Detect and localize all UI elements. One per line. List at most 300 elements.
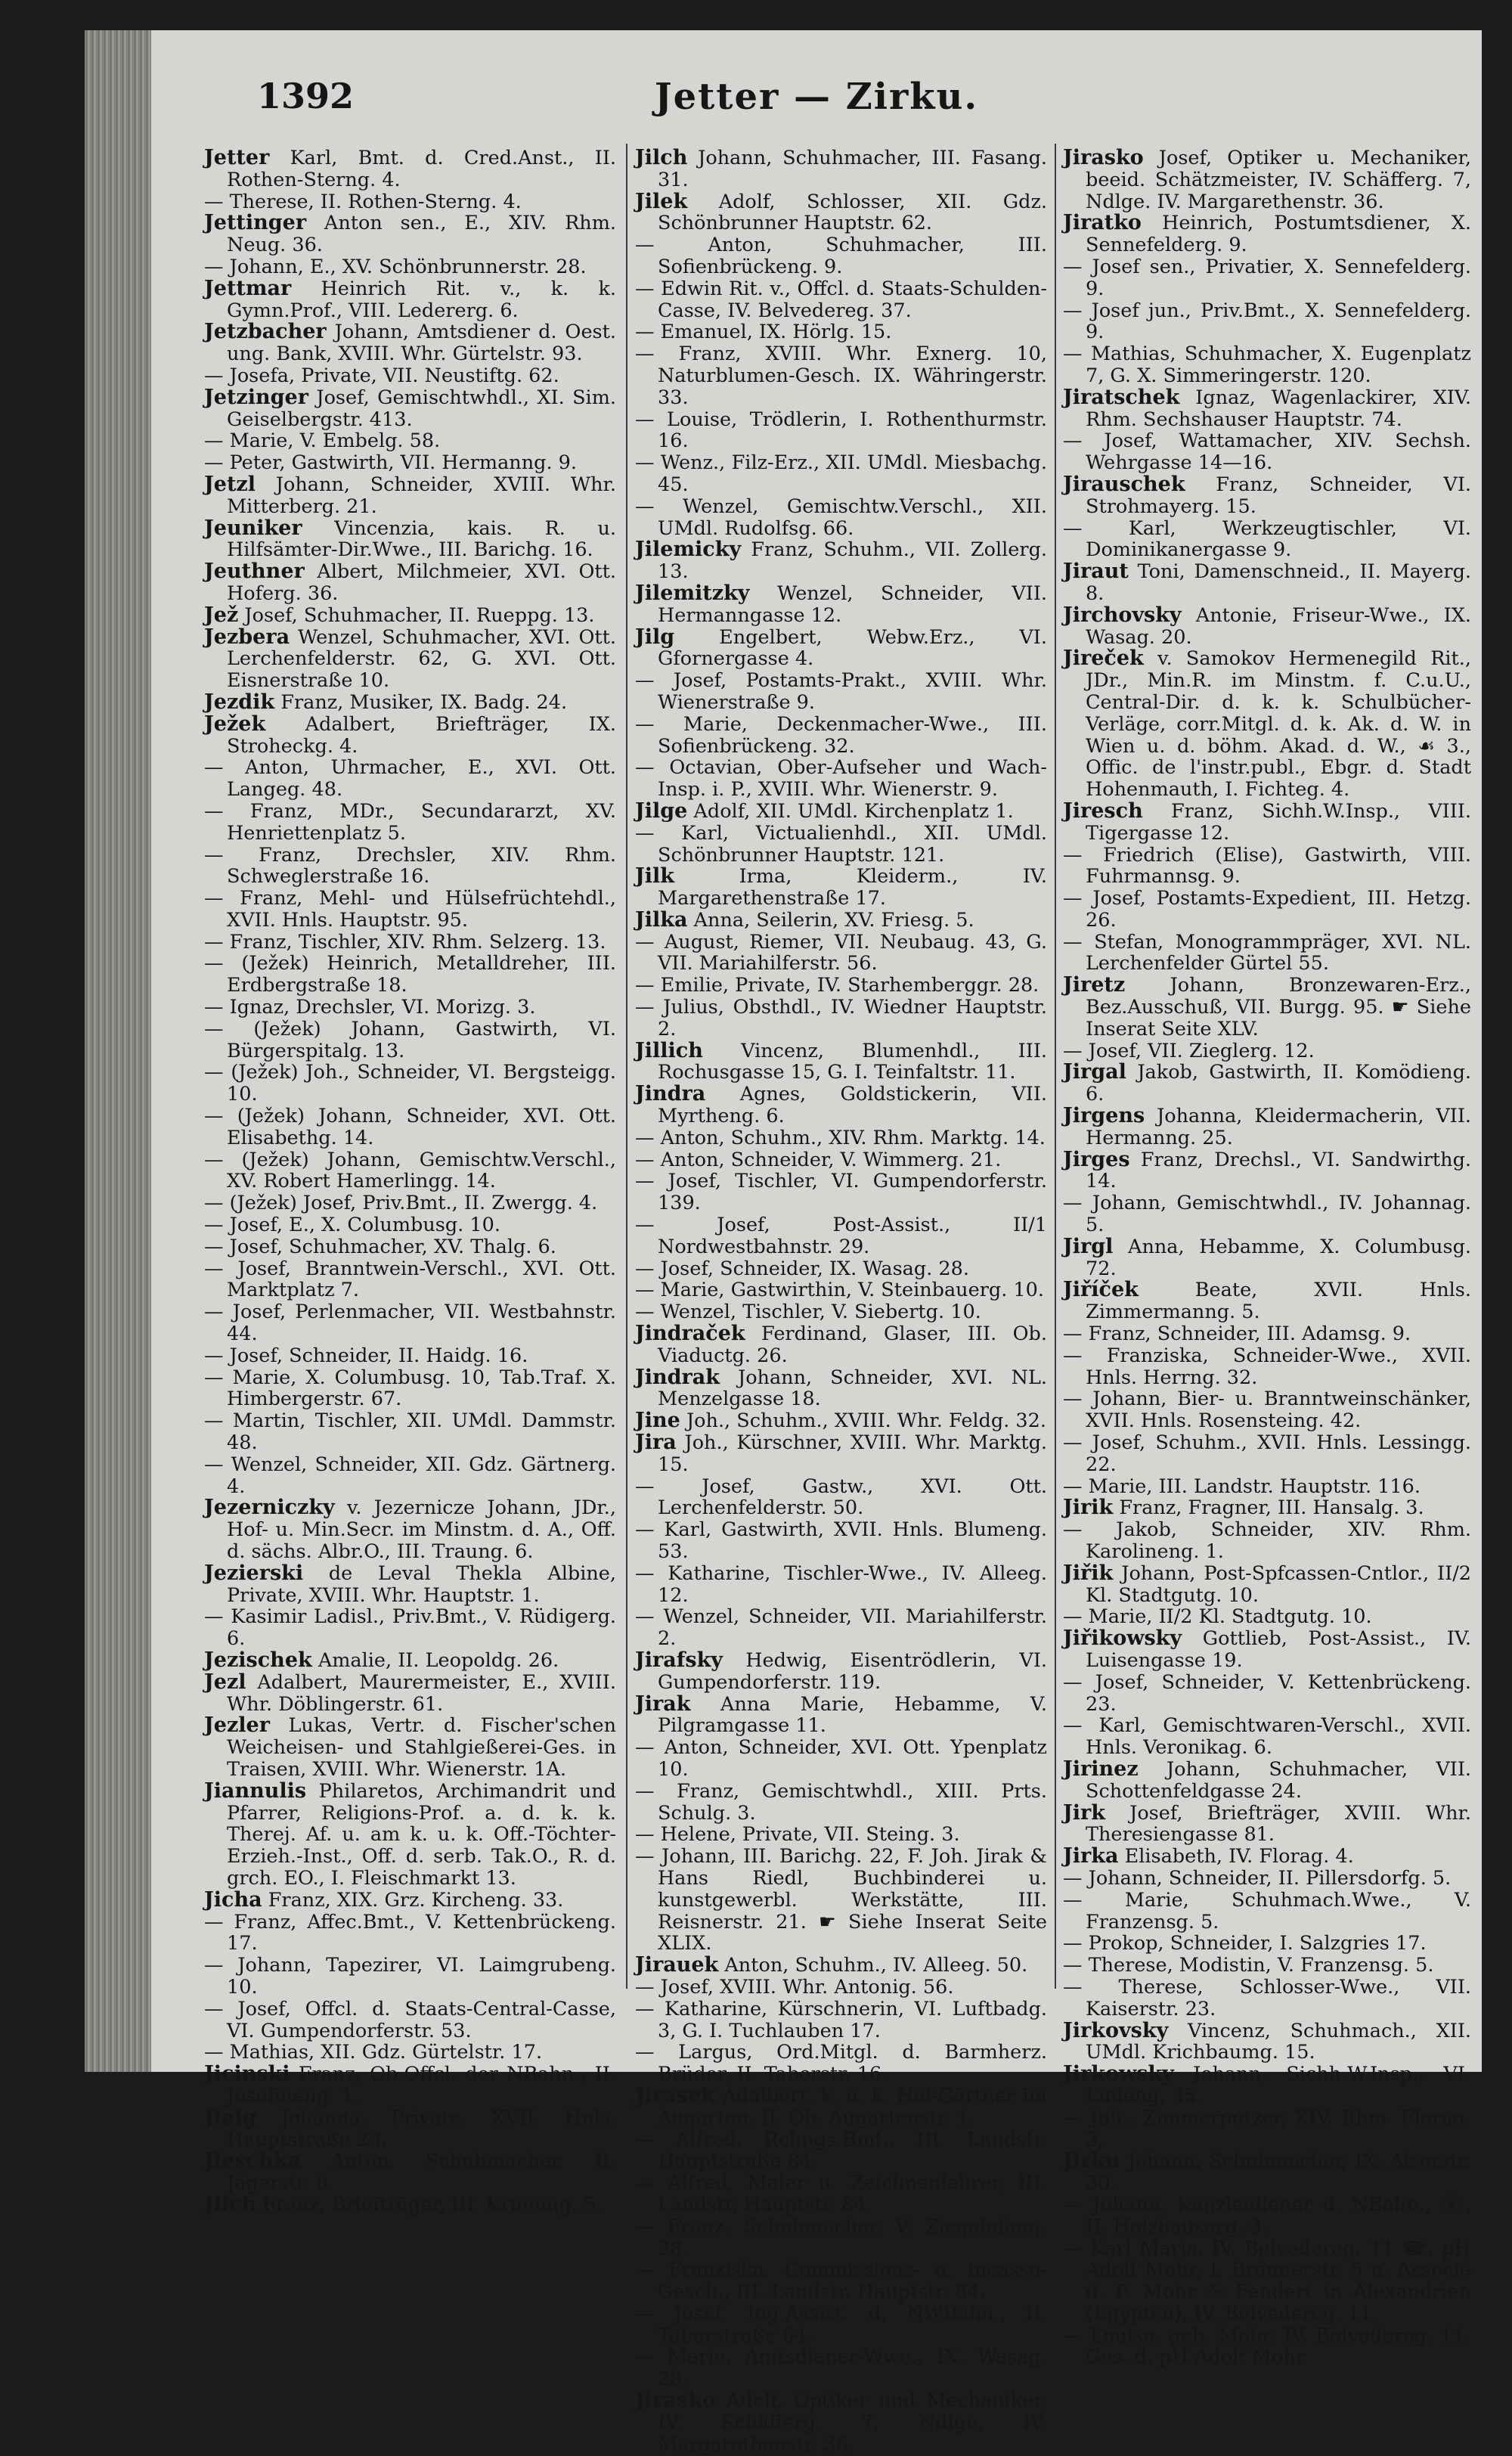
directory-entry [1063,1106,1471,1149]
directory-entry [204,191,616,213]
directory-entry [1063,1476,1471,1498]
entry-details: — Karl, Werkzeugtischler, VI. Dominikanergasse 9. [1063,516,1471,562]
entry-details: — Helene, Private, VII. Steing. 3. [635,1823,960,1847]
directory-entry [1063,1933,1471,1955]
entry-details: — Josef sen., Privatier, X. Sennefelderg. 9. [1063,255,1471,300]
entry-surname: Jiříček [1063,1278,1139,1302]
directory-entry [635,1214,1047,1258]
entry-surname: Jirgens [1063,1104,1145,1128]
directory-entry [204,474,616,518]
directory-entry [204,1019,616,1062]
directory-entry [1063,2064,1471,2107]
entry-details: — Stefan, Monogrammpräger, XVI. NL. Lerchenfelder Gürtel 55. [1063,930,1471,975]
entry-details: — Karl, Gemischtwaren-Verschl., XVII. Hnls. Veronikag. 6. [1063,1714,1471,1760]
directory-entry [1063,1497,1471,1519]
directory-entry [204,714,616,758]
entry-surname: Jirauschek [1063,472,1185,496]
entry-details: — Josef, Gastw., XVI. Ott. Lerchenfelderstr. 50. [635,1475,1047,1520]
directory-entry [635,1432,1047,1476]
directory-entry [204,997,616,1019]
entry-details: Philaretos, Archimandrit und Pfarrer, Religions-Prof. a. d. k. k. Therej. Af. u. am k. u. k. Off.-Töchter-Erzieh.-Inst., Off. d. serb. Tak.O., R. d. grch. EO., I. Fleischmarkt 13. [227,1779,616,1890]
directory-entry [635,1737,1047,1781]
entry-details: Hedwig, Eisentrödlerin, VI. Gumpendorferstr. 119. [658,1648,1047,1694]
entry-details: Franz, Briefträger, III. Krummg. 5. [262,2193,603,2216]
entry-details: — Josef, Schneider, IX. Wasag. 28. [635,1257,969,1280]
entry-details: Franz, XIX. Grz. Kircheng. 33. [268,1888,564,1912]
entry-surname: Jetzinger [204,385,308,409]
directory-entry [1063,1192,1471,1236]
entry-details: — Julius, Obsthdl., IV. Wiedner Hauptstr. 2. [635,996,1047,1040]
directory-entry [635,932,1047,975]
entry-details: — Karl, Gastwirth, XVII. Hnls. Blumeng. 53. [635,1518,1047,1563]
entry-details: Johanna, Private, XVII. Hnls. Hauptstraße 23. [227,2106,617,2151]
directory-entry [1063,648,1471,801]
entry-details: — Friedrich (Elise), Gastwirth, VIII. Fuhrmannsg. 9. [1063,843,1471,888]
directory-entry [1063,147,1471,212]
entry-details: Johann, Schneider, XVIII. Whr. Mitterberg. 21. [227,473,616,518]
entry-details: — Anton, Schneider, V. Wimmerg. 21. [635,1148,1002,1171]
entry-surname: Jicha [204,1887,262,1912]
directory-entry [635,1171,1047,1214]
entry-details: Franz, Schuhm., VII. Zollerg. 13. [658,538,1048,584]
entry-details: — Octavian, Ober-Aufseher und Wach-Insp. i. P., XVIII. Whr. Wienerstr. 9. [635,756,1047,802]
entry-details: Jakob, Gastwirth, II. Komödieng. 6. [1086,1061,1471,1106]
directory-entry [635,2259,1047,2303]
directory-entry [1063,1323,1471,1345]
column-divider [1055,144,1056,1989]
column-divider [626,144,627,1989]
directory-entry [635,1367,1047,1411]
entry-details: — Johann, III. Barichg. 22, F. Joh. Jirak & Hans Riedl, Buchbinderei u. kunstgewerbl. Werkstätte, III. Reisnerstr. 21. ☛ Siehe Inserat Seite XLIX. [635,1845,1047,1955]
directory-entry [635,1040,1047,1084]
entry-surname: Jilka [635,907,688,932]
entry-surname: Jirgal [1063,1060,1126,1084]
entry-surname: Jetter [204,146,270,169]
entry-details: Johann, Schuhmacher, III. Fasang. 31. [658,147,1048,191]
entry-details: v. Samokov Hermenegild Rit., JDr., Min.R. im Minstm. f. C.u.U., Central-Dir. d. k. k. Schulbücher-Verläge, corr.Mitgl. d. k. Ak. d. W. in Wien u. d. böhm. Akad. d. W., ☙ 3., Offic. de l'instr.publ., Ebgr. d. Stadt Hohenmauth, I. Fichteg. 4. [1086,647,1472,802]
entry-details: — (Ježek) Joh., Schneider, VI. Bergsteigg. 10. [204,1061,616,1106]
entry-details: Josef, Schuhmacher, II. Rueppg. 13. [244,603,595,627]
entry-details: Vincenz, Schuhmach., XII. UMdl. Krichbaumg. 15. [1086,2019,1471,2064]
entry-details: — Franz, Tischler, XIV. Rhm. Selzerg. 13. [204,930,606,954]
entry-surname: Jirges [1063,1147,1130,1171]
entry-surname: Jiřik [1063,1561,1114,1585]
entry-details: — Anton, Schneider, XVI. Ott. Ypenplatz 10. [635,1736,1047,1781]
entry-details: Ignaz, Wagenlackirer, XIV. Rhm. Sechshauser Hauptstr. 74. [1086,386,1472,431]
directory-entry [635,1519,1047,1563]
entry-surname: Jezler [204,1713,270,1738]
directory-entry [635,539,1047,583]
directory-entry [635,2042,1047,2085]
directory-entry [635,1127,1047,1149]
entry-details: — Johann, Kanzleidiener d. NBahn., ⓚ, II. Holzhauserg. 3. [1063,2193,1471,2238]
directory-entry [635,1279,1047,1301]
entry-surname: Jetzl [204,472,256,496]
entry-details: Heinrich Rit. v., k. k. Gymn.Prof., VIII. Ledererg. 6. [227,277,617,322]
directory-entry [635,1650,1047,1694]
entry-details: Elisabeth, IV. Florag. 4. [1124,1845,1354,1868]
directory-entry [204,1999,616,2042]
directory-entry [635,1476,1047,1520]
directory-entry [204,1410,616,1454]
entry-details: — Johann, E., XV. Schönbrunnerstr. 28. [204,255,587,278]
entry-details: — Marie, Amtsdiener-Wwe., IX. Wasag. 28. [635,2346,1047,2391]
directory-entry [1063,975,1471,1040]
entry-surname: Jezerniczky [204,1496,335,1520]
directory-entry [635,1084,1047,1127]
directory-entry [635,321,1047,343]
entry-details: Adalbert, Maurermeister, E., XVIII. Whr. Döblingerstr. 61. [227,1670,616,1716]
entry-details: — Johann, Gemischtwhdl., IV. Johannag. 5. [1063,1192,1471,1237]
entry-surname: Jilch [635,146,688,169]
entry-surname: Jezdik [204,690,275,714]
directory-entry [1063,2325,1471,2369]
entry-surname: Jirk [1063,1800,1105,1825]
directory-entry [204,2042,616,2064]
directory-entry [204,1192,616,1214]
entry-details: Heinrich, Postumtsdiener, X. Sennefelderg. 9. [1086,212,1472,257]
entry-details: Joh., Schuhm., XVIII. Whr. Feldg. 32. [686,1409,1046,1433]
directory-entry [204,2064,616,2107]
entry-details: — Wenzel, Gemischtw.Verschl., XII. UMdl. Rudolfsg. 66. [635,495,1047,540]
entry-details: — Therese, II. Rothen-Sterng. 4. [204,190,522,213]
entry-details: — Franz, Affec.Bmt., V. Kettenbrückeng. 17. [204,1910,616,1955]
directory-entry [635,975,1047,997]
entry-details: — Franz, XVIII. Whr. Exnerg. 10, Naturblumen-Gesch. IX. Währingerstr. 33. [635,343,1047,409]
entry-details: Anton, Schuhm., IV. Alleeg. 50. [724,1954,1028,1977]
entry-details: — Josef, Offcl. d. Staats-Central-Casse, VI. Gumpendorferstr. 53. [204,1997,616,2042]
directory-entry [204,1955,616,1999]
entry-surname: Jiraut [1063,560,1129,584]
entry-details: — Louise, geb. Mohr, IV. Belvedereg. 11, Ges. d. pH Adolf Mohr. [1063,2324,1471,2369]
directory-entry [635,627,1047,671]
directory-entry [635,2085,1047,2129]
entry-details: — (Ježek) Johann, Schneider, XVI. Ott. Elisabethg. 14. [204,1105,616,1149]
directory-entry [204,845,616,888]
directory-entry [635,1149,1047,1171]
entry-details: — Josef, Postamts-Expedient, III. Hetzg. 26. [1063,887,1471,932]
entry-details: — Karl, Victualienhdl., XII. UMdl. Schönbrunner Hauptstr. 121. [635,821,1047,867]
directory-entry [1063,430,1471,474]
entry-details: Franz, Drechsl., VI. Sandwirthg. 14. [1086,1148,1471,1193]
entry-details: — August, Riemer, VII. Neubaug. 43, G. VII. Mariahilferstr. 56. [635,930,1047,975]
entry-surname: Jiretz [1063,973,1126,997]
directory-entry [204,1563,616,1607]
directory-entry [635,2129,1047,2173]
entry-details: Albert, Milchmeier, XVI. Ott. Hoferg. 36. [227,560,616,605]
entry-details: — Josef, Post-Assist., II/1 Nordwestbahnstr. 29. [635,1214,1047,1258]
directory-entry [1063,932,1471,975]
entry-details: — Josef, Wattamacher, XIV. Sechsh. Wehrgasse 14—16. [1063,429,1471,475]
entry-surname: Jettinger [204,211,307,235]
directory-entry [635,1955,1047,1977]
entry-surname: Jirkowsky [1063,2062,1174,2086]
entry-details: Adalbert, Briefträger, IX. Stroheckg. 4. [227,712,617,758]
entry-surname: Jilk [635,864,674,888]
directory-entry [635,1323,1047,1367]
entry-details: — Emanuel, IX. Hörlg. 15. [635,321,892,344]
entry-details: — Marie, Schuhmach.Wwe., V. Franzensg. 5. [1063,1888,1471,1933]
directory-entry [204,888,616,932]
directory-entry [204,278,616,322]
directory-entry [1063,1759,1471,1803]
directory-entry [204,365,616,387]
directory-entry [204,605,616,627]
entry-surname: Jiřikowsky [1063,1626,1182,1651]
entry-details: Johann, Schuhmacher, IX. Alserstr. 30. [1086,2150,1472,2195]
running-title: Jetter — Zirku. [654,76,979,118]
directory-entry [635,1846,1047,1955]
entry-details: — Johann, Bier- u. Branntweinschänker, XVII. Hnls. Rosensteing. 42. [1063,1388,1471,1433]
entry-surname: Jirafsky [635,1648,723,1672]
entry-details: — Franz, Schuhmacher, V. Ziegelofeng. 28. [635,2215,1047,2260]
entry-details: Johann, Post-Spfcassen-Cntlor., II/2 Kl. Stadtgutg. 10. [1086,1561,1472,1607]
entry-surname: Jettmar [204,276,292,300]
directory-entry [204,2194,616,2216]
entry-details: — Josef, Ing.Assist. d. NWBahn., II. Taborstraße 64. [635,2302,1047,2347]
directory-entry [1063,1868,1471,1890]
directory-entry [204,256,616,278]
entry-surname: Jielg [204,2105,257,2129]
entry-details: — Anton, Schuhmacher, III. Sofienbrückeng. 9. [635,234,1047,278]
entry-surname: Jireček [1063,647,1144,671]
directory-entry [635,1563,1047,1607]
entry-details: — Franz, Gemischtwhdl., XIII. Prts. Schulg. 3. [635,1779,1047,1825]
entry-details: — Largus, Ord.Mitgl. d. Barmherz. Brüder, II. Taborstr. 16. [635,2041,1047,2086]
entry-details: Adolf, Optiker und Mechaniker, IV. Schäfferg. 7, Ndlge. IV. Margarethenstr. 36. [658,2389,1047,2456]
entry-details: Johann, Bronzewaren-Erz., Bez.Ausschuß, VII. Burgg. 95. ☛ Siehe Inserat Seite XLV. [1086,974,1471,1040]
entry-details: — Johann, Tapezirer, VI. Laimgrubeng. 10. [204,1954,616,1999]
directory-entry [204,1912,616,1955]
directory-entry [635,1410,1047,1432]
entry-details: — Jakob, Schneider, XIV. Rhm. Karolineng. 1. [1063,1518,1471,1563]
directory-entry [635,2172,1047,2216]
entry-details: Josef, Briefträger, XVIII. Whr. Theresiengasse 81. [1086,1801,1472,1847]
directory-entry [1063,2020,1471,2064]
entry-details: Franz, Ob.Offcl. der NBahn., II. Josefineng. 1. [227,2063,617,2107]
entry-details: Engelbert, Webw.Erz., VI. Gfornergasse 4. [658,625,1047,671]
entry-details: Beate, XVII. Hnls. Zimmermanng. 5. [1086,1279,1471,1324]
entry-surname: Jillich [635,1038,703,1062]
directory-entry [204,1715,616,1780]
directory-entry [1063,845,1471,888]
entry-surname: Jirasko [635,2389,716,2413]
directory-entry [1063,1890,1471,1933]
directory-entry [1063,474,1471,518]
directory-entry [1063,1955,1471,1977]
entry-surname: Jindrak [635,1365,720,1389]
entry-surname: Jirgl [1063,1234,1114,1258]
directory-entry [1063,561,1471,605]
directory-entry [635,2346,1047,2390]
directory-entry [1063,1432,1471,1476]
directory-entry [635,2303,1047,2347]
entry-details: — Josef, VII. Zieglerg. 12. [1063,1039,1315,1062]
entry-details: Adolf, XII. UMdl. Kirchenplatz 1. [693,799,1014,823]
directory-entry [204,627,616,692]
entry-surname: Jira [635,1431,677,1455]
entry-details: Johanna, Kleidermacherin, VII. Hermanng. 25. [1086,1105,1471,1149]
entry-surname: Jirinez [1063,1757,1139,1781]
entry-surname: Jilemitzky [635,581,750,605]
directory-entry [204,953,616,997]
directory-entry [1063,1800,1472,1847]
directory-entry [204,932,616,954]
entry-details: Anna Marie, Hebamme, V. Pilgramgasse 11. [658,1692,1047,1738]
directory-entry [635,1999,1047,2042]
entry-details: v. Jezernicze Johann, JDr., Hof- u. Min.Secr. im Minstm. d. A., Off. d. sächs. Albr.O., III. Traung. 6. [227,1496,616,1563]
directory-entry [1063,1236,1471,1280]
directory-entry [1063,518,1471,562]
entry-surname: Jeuthner [204,560,305,584]
entry-details: Vincenzia, kais. R. u. Hilfsämter-Dir.Wwe., III. Barichg. 16. [227,516,616,562]
entry-details: Irma, Kleiderm., IV. Margarethenstraße 17. [658,865,1047,910]
entry-details: Johann, Amtsdiener d. Oest. ung. Bank, XVIII. Whr. Gürtelstr. 93. [227,321,616,366]
directory-entry [204,692,616,714]
entry-details: — Edwin Rit. v., Offcl. d. Staats-Schulden-Casse, IV. Belvedereg. 37. [635,277,1047,322]
directory-entry [635,496,1047,540]
directory-entry [1063,256,1471,300]
entry-surname: Jirchovsky [1063,603,1182,627]
entry-details: — Katharine, Kürschnerin, VI. Luftbadg. 3, G. I. Tuchlauben 17. [635,1997,1047,2042]
directory-entry [1063,1606,1471,1628]
entry-surname: Jiannulis [204,1778,307,1803]
directory-entry [204,1236,616,1258]
directory-page [151,30,1482,2456]
entry-details: — Martin, Tischler, XII. UMdl. Dammstr. 48. [204,1409,616,1455]
entry-details: — Josef, Schuhmacher, XV. Thalg. 6. [204,1235,556,1258]
directory-entry [635,757,1047,801]
entry-details: — Katharine, Tischler-Wwe., IV. Alleeg. 12. [635,1561,1047,1607]
entry-details: — Karl Maria, IV. Belvedereg. 11 ☎, pH Adolf Mohr, I. Bräunerstr. 5 u. Associé d. F. Mohr & Fendert in Alexandrien (Egypten), IV. Belvedereg. 11. [1063,2237,1471,2325]
directory-entry [204,1149,616,1193]
entry-surname: Jicinski [204,2062,290,2086]
entry-surname: Jilemicky [635,538,742,562]
directory-entry [1063,801,1471,845]
directory-entry [1063,1846,1471,1868]
entry-surname: Jezierski [204,1561,304,1585]
entry-details: Ferdinand, Glaser, III. Ob. Viaductg. 26. [658,1323,1047,1367]
entry-surname: Jilge [635,799,688,823]
entry-details: — Josef, Schuhm., XVII. Hnls. Lessingg. 22. [1063,1431,1471,1476]
directory-entry [204,1345,616,1367]
entry-surname: Jilch [204,2192,257,2216]
entry-details: — Alfred, Rchngs.Bmt., III. Landstr. Hauptstraße 84. [635,2128,1047,2173]
entry-surname: Jirka [1063,1844,1119,1868]
entry-details: — Mathias, Schuhmacher, X. Eugenplatz 7, G. X. Simmeringerstr. 120. [1063,343,1471,387]
page-number: 1392 [257,76,355,116]
entry-details: Vincenz, Blumenhdl., III. Rochusgasse 15, G. I. Teinfaltstr. 11. [658,1039,1047,1084]
entry-details: — (Ježek) Heinrich, Metalldreher, III. Erdbergstraße 18. [204,952,616,997]
directory-entry [1063,1062,1471,1106]
entry-details: — Josefa, Private, VII. Neustiftg. 62. [204,364,559,387]
entry-details: Anton, Schuhmacher, II. Jägerstr. 8. [227,2150,617,2195]
entry-surname: Jirasek [635,2083,715,2107]
entry-details: Johann, Sichh.W.Insp., VI. Linieng. 35. [1086,2063,1471,2107]
entry-details: — Wenzel, Schneider, VII. Mariahilferstr. 2. [635,1605,1047,1651]
directory-entry [635,1606,1047,1650]
entry-details: — Marie, Deckenmacher-Wwe., III. Sofienbrückeng. 32. [635,712,1047,758]
directory-entry [635,1824,1047,1846]
directory-entry [1063,1563,1471,1607]
entry-details: — Josef, Tischler, VI. Gumpendorferstr. 139. [635,1170,1047,1215]
entry-details: — Mathias, XII. Gdz. Gürtelstr. 17. [204,2041,543,2064]
entry-details: — (Ježek) Josef, Priv.Bmt., II. Zwergg. 4. [204,1192,598,1215]
entry-details: — (Ježek) Johann, Gemischtw.Verschl., XV. Robert Hamerlingg. 14. [204,1148,616,1193]
directory-entry [204,801,616,845]
directory-entry [204,518,616,562]
entry-details: — Josef, Perlenmacher, VII. Westbahnstr. 44. [204,1301,616,1346]
directory-entry [635,866,1047,910]
entry-surname: Ježek [204,712,266,736]
directory-entry [1063,1279,1471,1323]
entry-details: — Josef, Schneider, V. Kettenbrückeng. 23. [1063,1670,1471,1716]
entry-details: — Josef, Schneider, II. Haidg. 16. [204,1344,528,1367]
entry-details: Josef, Gemischtwhdl., XI. Sim. Geiselbergstr. 413. [227,386,616,431]
entry-surname: Jirauek [635,1953,719,1977]
directory-entry [204,1454,616,1498]
column-1 [204,146,617,2216]
entry-details: — Marie, Gastwirthin, V. Steinbauerg. 10. [635,1279,1044,1302]
column-2 [635,146,1048,2456]
directory-entry [635,191,1047,235]
entry-details: — Wenzel, Tischler, V. Siebertg. 10. [635,1301,981,1324]
entry-details: — Franz, MDr., Secundararzt, XV. Henriettenplatz 5. [204,799,616,845]
entry-surname: Jieschka [204,2149,301,2173]
entry-details: — Josef jun., Priv.Bmt., X. Sennefelderg. 9. [1063,299,1471,344]
directory-entry [635,2390,1047,2455]
directory-entry [204,1497,616,1562]
directory-entry [1063,888,1471,932]
entry-details: Josef, Optiker u. Mechaniker, beeid. Schätzmeister, IV. Schäfferg. 7, Ndlge. IV. Margarethenstr. 36. [1086,147,1472,213]
entry-details: — Anton, Uhrmacher, E., XVI. Ott. Langeg. 48. [204,756,616,802]
entry-details: — Louise, Trödlerin, I. Rothenthurmstr. 16. [635,408,1047,453]
directory-entry [1063,2194,1471,2238]
entry-details: Karl, Bmt. d. Cred.Anst., II. Rothen-Sterng. 4. [227,147,617,191]
entry-surname: Jirkovsky [1063,2018,1169,2042]
directory-entry [635,823,1047,867]
directory-entry [635,801,1047,823]
entry-details: Wenzel, Schneider, VII. Hermanngasse 12. [658,581,1048,627]
directory-entry [204,2107,616,2151]
entry-surname: Jilg [635,625,675,649]
directory-entry [204,1106,616,1149]
entry-details: Anna, Hebamme, X. Columbusg. 72. [1086,1235,1471,1280]
entry-details: Adolf, Schlosser, XII. Gdz. Schönbrunner Hauptstr. 62. [658,190,1047,235]
directory-entry [204,561,616,605]
entry-details: — Ignaz, Drechsler, VI. Morizg. 3. [204,996,536,1019]
entry-surname: Jiratschek [1063,385,1180,409]
directory-entry [1063,1149,1471,1193]
entry-surname: Jezl [204,1670,246,1694]
directory-entry [204,1778,616,1890]
entry-surname: Jindra [635,1082,706,1106]
entry-surname: Jirasko [1063,146,1144,169]
directory-entry [204,1214,616,1236]
entry-surname: Jeuniker [204,516,302,540]
entry-details: Johann, Schneider, XVI. NL. Menzelgasse 18. [658,1366,1048,1411]
directory-entry [635,343,1047,408]
entry-details: Franz, Musiker, IX. Badg. 24. [280,690,568,714]
directory-entry [1063,1040,1471,1062]
directory-entry [635,409,1047,453]
entry-details: — Joh., Zimmerputzer, XIV. Rhm. Florag. 3. [1063,2106,1471,2151]
directory-entry [1063,1345,1471,1389]
entry-details: Agnes, Goldstickerin, VII. Myrtheng. 6. [658,1083,1048,1128]
directory-entry [635,670,1047,714]
directory-entry [635,234,1047,278]
entry-details: — Johann, Schneider, II. Pillersdorfg. 5. [1063,1866,1452,1890]
